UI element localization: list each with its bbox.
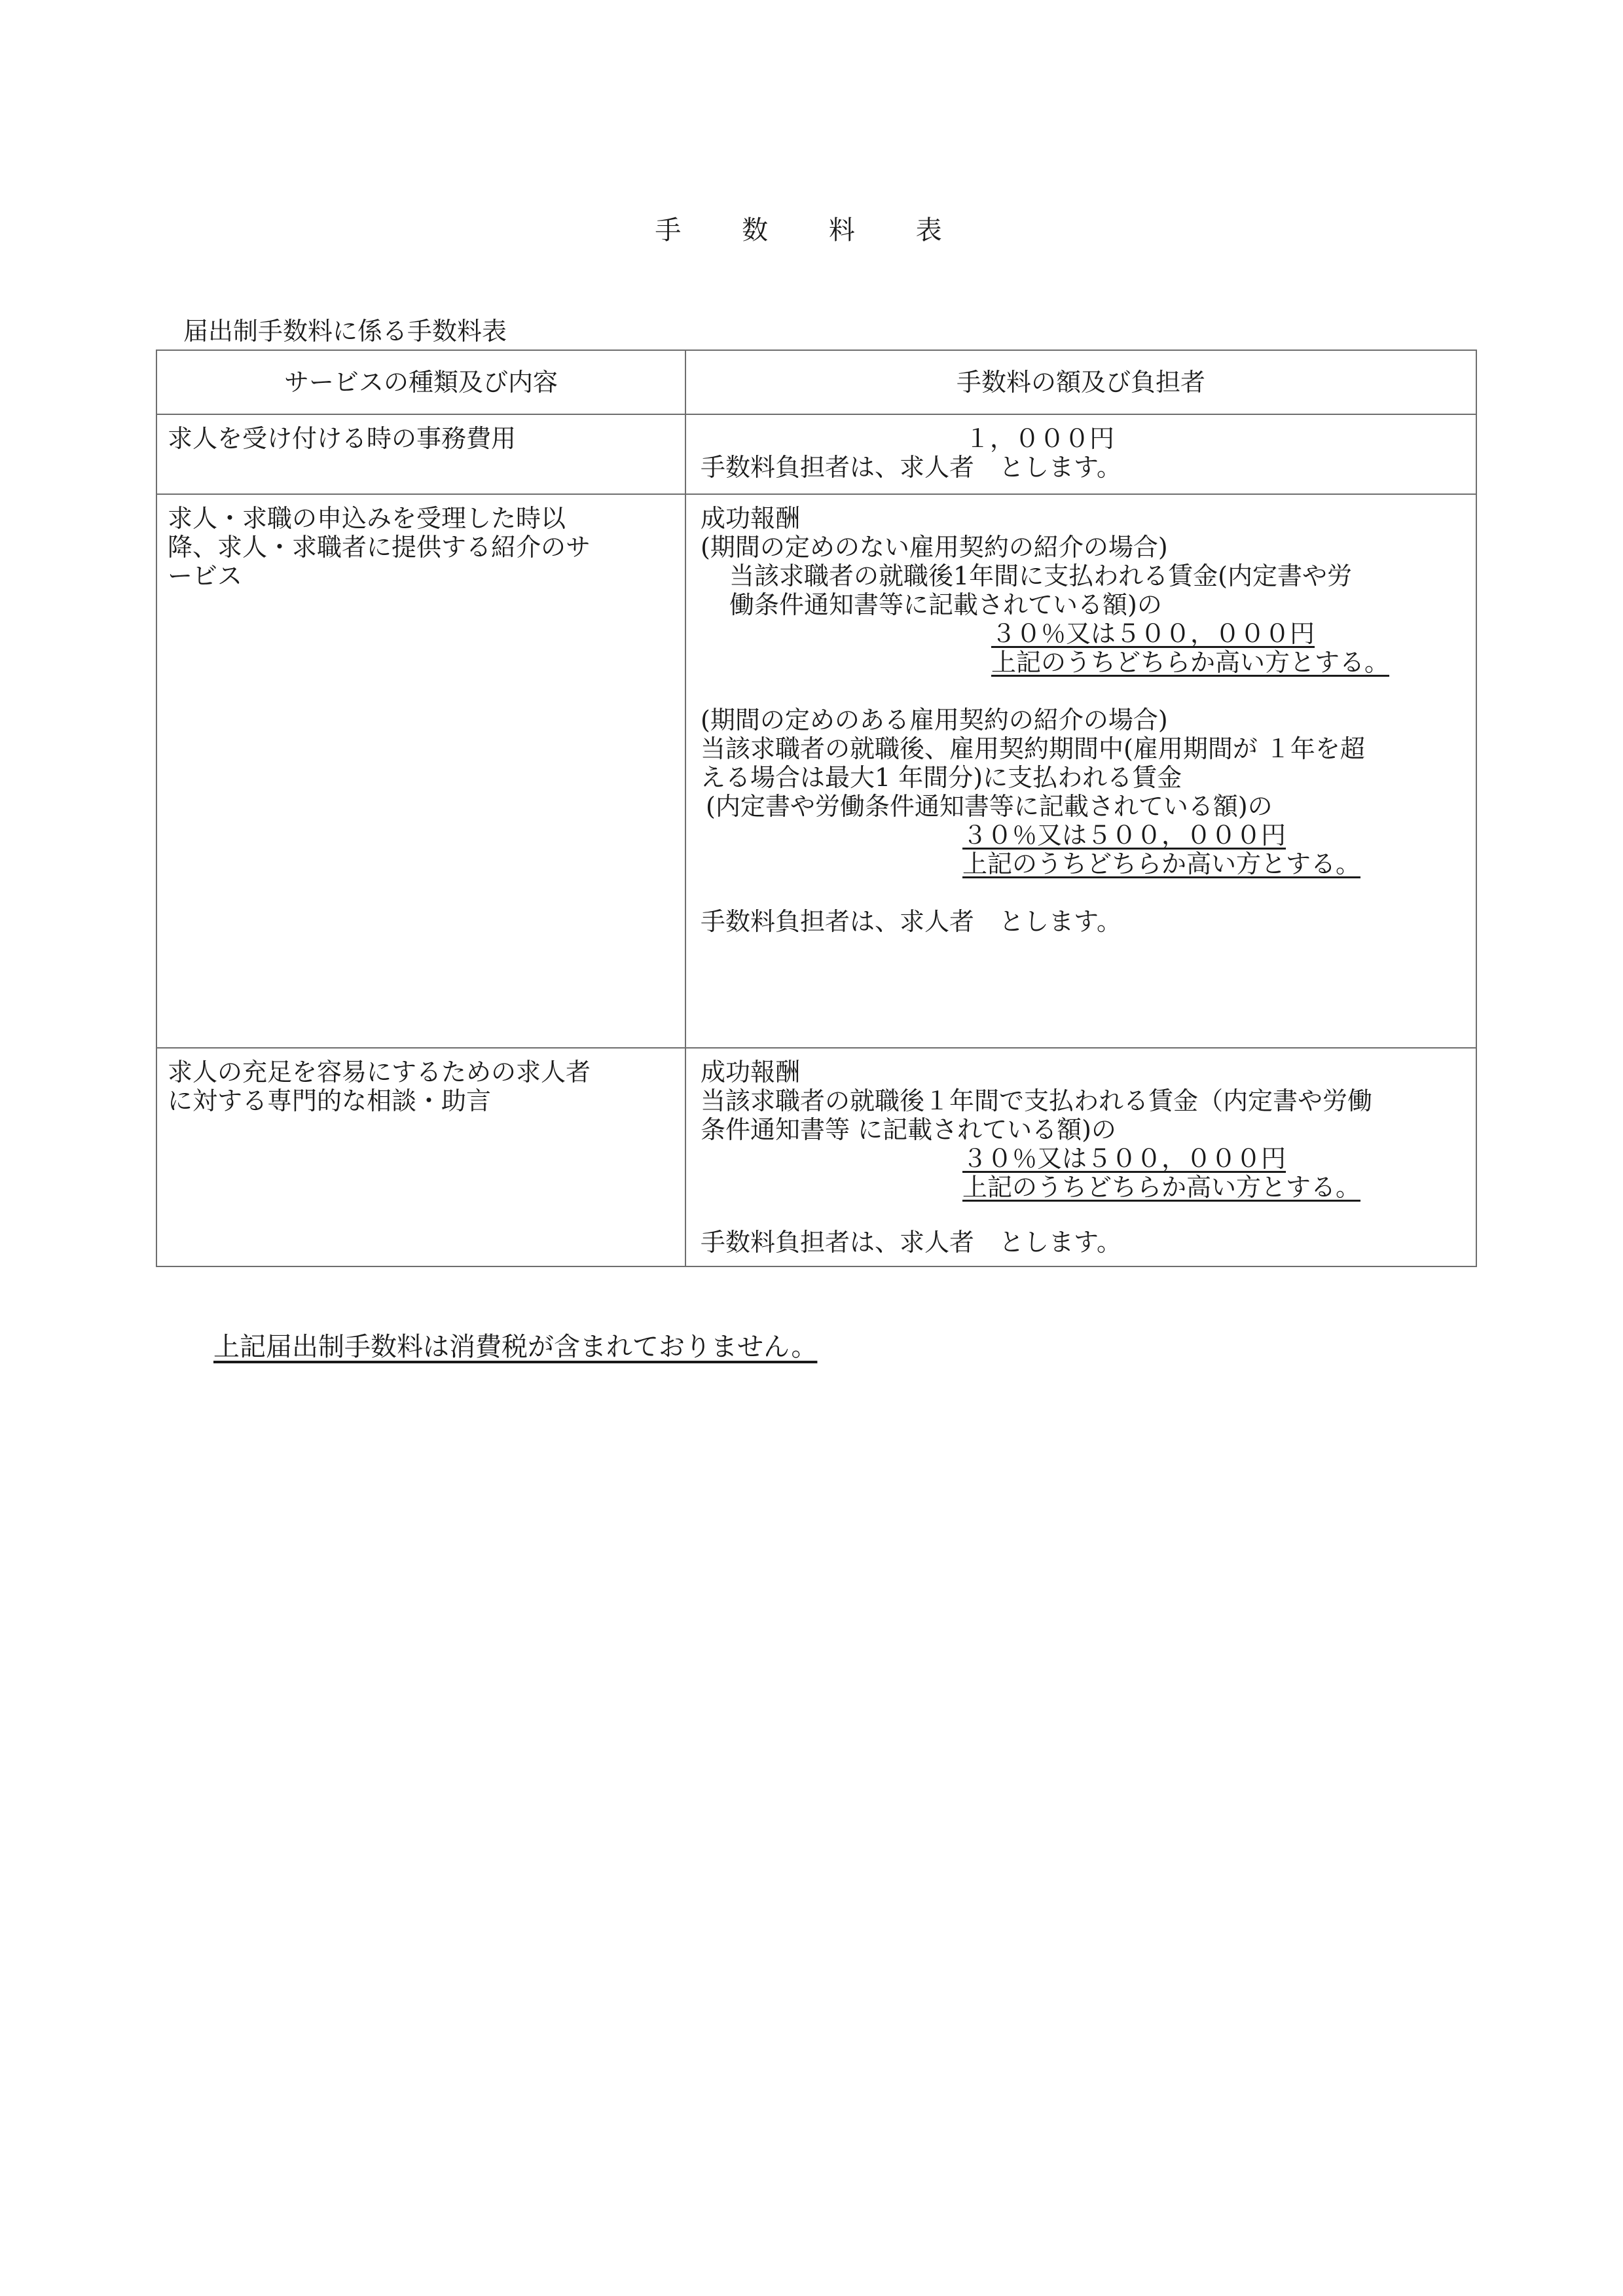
indefinite-contract-text: 働条件通知書等に記載されている額)の (729, 590, 1162, 619)
fee-cell (685, 494, 1476, 1048)
fee-cell (685, 414, 1476, 494)
indefinite-contract-text: 当該求職者の就職後1年間に支払われる賃金(内定書や労 (729, 562, 1353, 590)
header-service: サービスの種類及び内容 (156, 350, 685, 414)
table-row (156, 414, 1476, 494)
service-cell (156, 414, 685, 494)
service-text-line: に対する専門的な相談・助言 (168, 1086, 492, 1115)
tax-footnote: 上記届出制手数料は消費税が含まれておりません。 (213, 1332, 818, 1362)
page-title: 手 数 料 表 (655, 215, 968, 245)
table-row (156, 1048, 1476, 1266)
table-header-row (156, 350, 1476, 414)
header-fee: 手数料の額及び負担者 (685, 350, 1476, 414)
service-text-line: ービス (168, 562, 243, 590)
fee-amount: ３０％又は５００，０００円 (962, 1144, 1286, 1173)
fee-rule: 上記のうちどちらか高い方とする。 (962, 1173, 1361, 1202)
fee-title: 成功報酬 (701, 504, 801, 533)
definite-contract-text: 当該求職者の就職後、雇用契約期間中(雇用期間が １年を超 (701, 734, 1365, 763)
fee-title: 成功報酬 (701, 1058, 801, 1086)
definite-contract-heading: (期間の定めのある雇用契約の紹介の場合) (701, 706, 1168, 734)
fee-amount: １，０００円 (964, 424, 1114, 453)
fee-table (156, 350, 1477, 1267)
service-text-line: 降、求人・求職者に提供する紹介のサ (168, 533, 591, 562)
fee-text-line: 条件通知書等 に記載されている額)の (701, 1115, 1116, 1144)
service-cell (156, 494, 685, 1048)
fee-payer: 手数料負担者は、求人者 とします。 (701, 453, 1122, 482)
service-cell (156, 1048, 685, 1266)
fee-payer: 手数料負担者は、求人者 とします。 (701, 1228, 1122, 1257)
indefinite-contract-heading: (期間の定めのない雇用契約の紹介の場合) (701, 533, 1168, 562)
definite-contract-text: (内定書や労働条件通知書等に記載されている額)の (706, 792, 1273, 821)
indefinite-fee-rule: 上記のうちどちらか高い方とする。 (991, 648, 1390, 677)
service-text-line: 求人の充足を容易にするための求人者 (168, 1058, 591, 1086)
table-row (156, 494, 1476, 1048)
indefinite-fee-amount: ３０％又は５００，０００円 (991, 619, 1315, 648)
table-caption: 届出制手数料に係る手数料表 (183, 317, 507, 346)
definite-contract-text: える場合は最大1 年間分)に支払われる賃金 (701, 763, 1182, 792)
fee-payer: 手数料負担者は、求人者 とします。 (701, 907, 1122, 936)
service-text: 求人を受け付ける時の事務費用 (168, 424, 517, 453)
definite-fee-amount: ３０％又は５００，０００円 (962, 821, 1286, 850)
fee-cell (685, 1048, 1476, 1266)
fee-text-line: 当該求職者の就職後１年間で支払われる賃金（内定書や労働 (701, 1086, 1373, 1115)
service-text-line: 求人・求職の申込みを受理した時以 (168, 504, 566, 533)
definite-fee-rule: 上記のうちどちらか高い方とする。 (962, 850, 1361, 878)
